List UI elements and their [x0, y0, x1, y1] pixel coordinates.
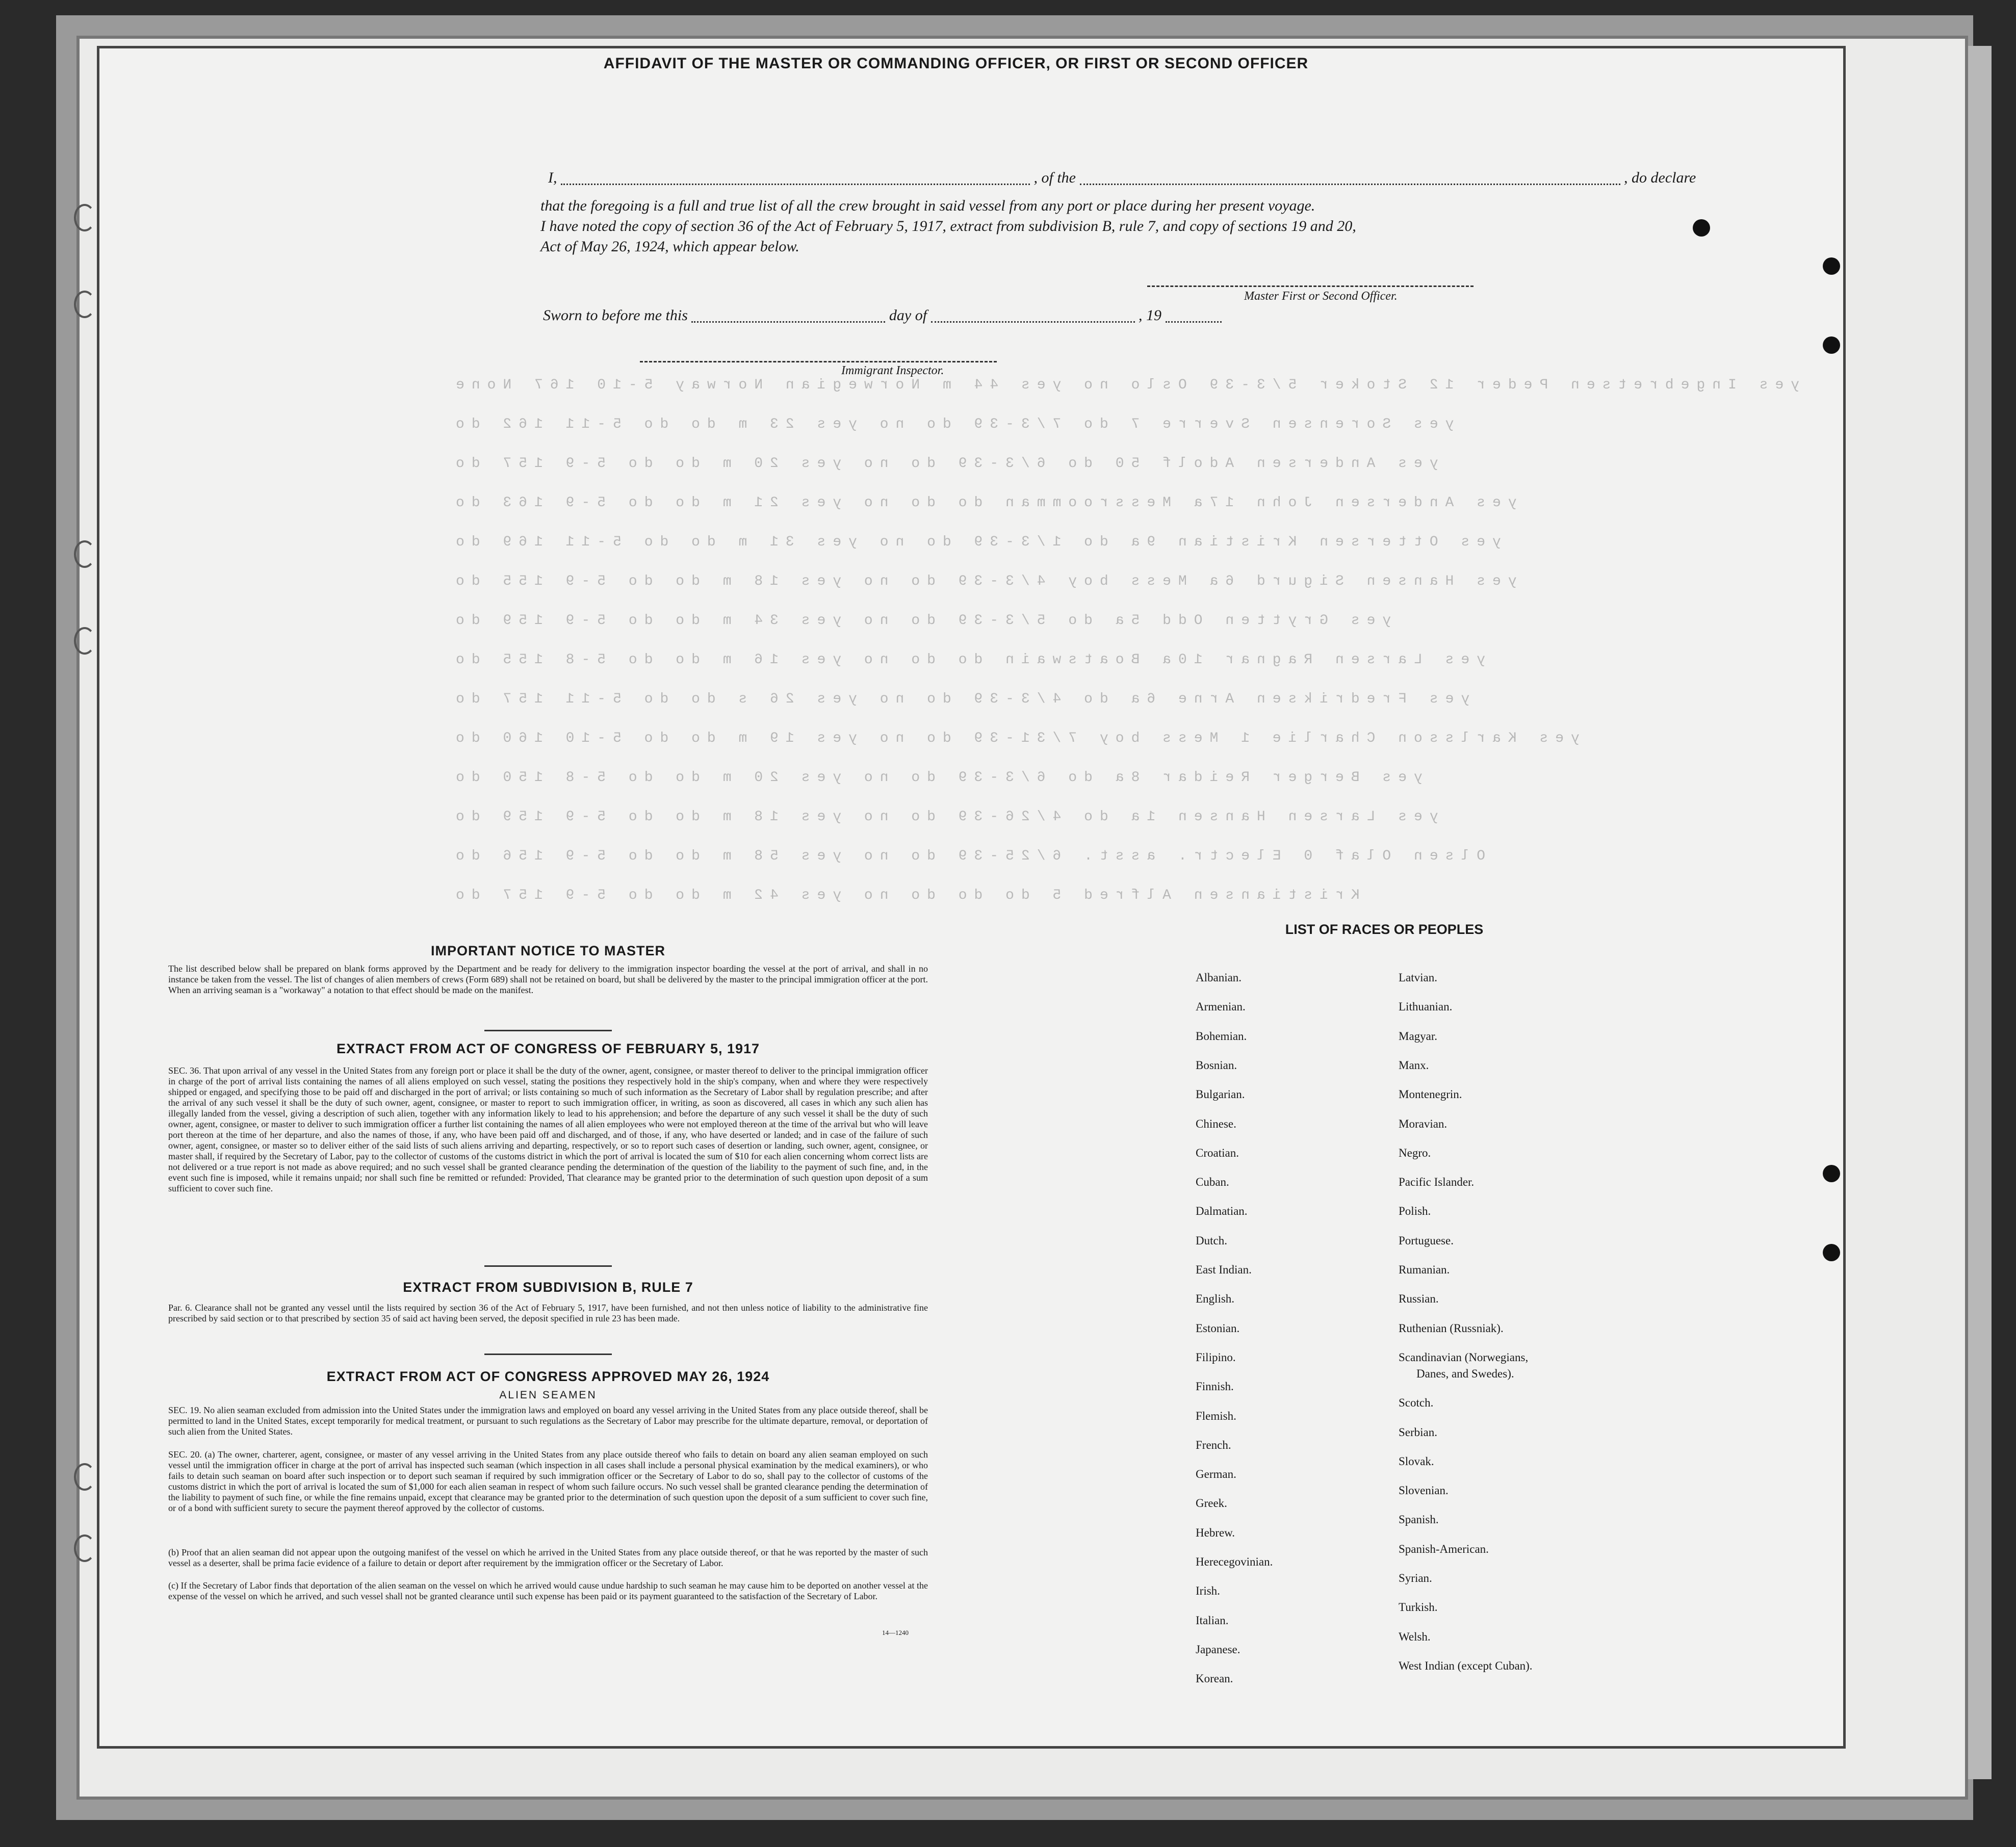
race-item: Scandinavian (Norwegians, [1399, 1350, 1529, 1364]
divider [484, 1030, 612, 1031]
divider [484, 1265, 612, 1267]
affidavit-of-the: , of the [1033, 169, 1076, 186]
extract-1917-body: SEC. 36. That upon arrival of any vessel in the United States from any foreign port or place it shall be the duty of the owner, agent, consignee, or master thereof to deliver to the principal immigration officer in charge of the port of arrival lists containing the names of all aliens employed on such vessel, stating the positions they respectively hold in the ship's company, when and where they were respectively shipped or engaged, and specifying those to be paid off and discharged in the port of arrival; or lists containing so much of such information as the Secretary of Labor shall by regulation prescribe; and after the arrival of any such vessel it shall be the duty of such owner, agent, consignee, or master to report to such immigration officer, in writing, as soon as discovered, all cases in which any such alien has illegally landed from the vessel, giving a description of such alien, together with any information likely to lead to his apprehension; and before the departure of any such vessel it shall be the duty of such owner, agent, consignee, or master to deliver to such immigration officer a further list containing the names of all alien employees who were not employed thereon at the time of the arrival but who will leave port thereon at the time of her departure, and also the names of those, if any, who have been paid off and discharged, and of those, if any, who have deserted or landed; and in case of the failure of such owner, agent, consignee, or master so to deliver either of the said lists of such aliens arriving and departing, respectively, or so to report such cases of desertion or landing, such owner, agent, consignee, or master shall, if required by the Secretary of Labor, pay to the collector of customs of the customs district in which the port of arrival is located the sum of $10 for each alien concerning whom correct lists are not delivered or a true report is not made as above required; and no such vessel shall be granted clearance pending the determination of the question of the liability to the payment of such fine, and, in the event such fine is imposed, while it remains unpaid; nor shall such fine be remitted or refunded: Provided, That clearance may be granted prior to the determination of such question upon deposit of a sum sufficient to cover such fine. [168, 1065, 928, 1193]
bleed-row: yes Ottersen Kristian 9a do 1/3-39 do no yes 31 m do do 5-11 169 do [449, 534, 1501, 550]
bleed-row: yes Andersen John 17a Messroomman do do no yes 21 m do do 5-9 163 do [449, 495, 1517, 511]
race-item: Bulgarian. [1196, 1088, 1245, 1101]
alien-seamen-subtitle: ALIEN SEAMEN [499, 1389, 597, 1401]
bleed-row: yes Larsen Ragnar 10a Boatswain do do no yes 16 m do do 5-8 155 do [449, 652, 1485, 668]
race-item: Korean. [1196, 1672, 1233, 1685]
extract-1917-title: EXTRACT FROM ACT OF CONGRESS OF FEBRUARY 5, 1917 [336, 1041, 760, 1056]
bleed-row: yes Ingebretsen Peder 12 Stoker 5/3-39 Oslo no yes 44 m Norwegian Norway 5-10 167 None [449, 377, 1800, 393]
sworn-line [543, 306, 1222, 325]
binder-hole-icon [1823, 257, 1840, 275]
races-title: LIST OF RACES OR PEOPLES [1285, 922, 1484, 937]
race-item: Herecegovinian. [1196, 1555, 1273, 1568]
binder-hole-icon [1823, 1165, 1840, 1182]
race-item: Croatian. [1196, 1146, 1239, 1159]
race-item: Latvian. [1399, 971, 1437, 984]
bleed-row: yes Andersen Adolf 50 do 6/3-39 do no yes 20 m do do 5-9 157 do [449, 456, 1438, 472]
bleed-row: Kristiansen Alfred 5 do do do no yes 42 m do do 5-9 157 do [449, 888, 1360, 903]
race-item: Welsh. [1399, 1630, 1431, 1643]
race-item: English. [1196, 1292, 1235, 1306]
race-item: French. [1196, 1438, 1231, 1451]
race-item: Pacific Islander. [1399, 1176, 1475, 1189]
affidavit-line-4: Act of May 26, 1924, which appear below. [540, 238, 799, 255]
race-item: Japanese. [1196, 1643, 1240, 1656]
sworn-day-field[interactable] [691, 311, 885, 323]
race-item: Dalmatian. [1196, 1205, 1248, 1218]
race-item: Ruthenian (Russniak). [1399, 1321, 1504, 1335]
divider [484, 1354, 612, 1355]
race-item: Manx. [1399, 1058, 1429, 1072]
ring-icon [74, 1534, 95, 1562]
race-item: Filipino. [1196, 1350, 1236, 1364]
race-item: Slovenian. [1399, 1484, 1449, 1497]
rule-7-title: EXTRACT FROM SUBDIVISION B, RULE 7 [403, 1280, 693, 1295]
race-item: Albanian. [1196, 971, 1242, 984]
sec-20b-body: (b) Proof that an alien seaman did not appear upon the outgoing manifest of the vessel on which he arrived in the United States from any place outside thereof, or that he was reported by the master of such vessel as a deserter, shall be prima facie evidence of a failure to detain or deport after requirement by the immigration officer or the Secretary of Labor. [168, 1547, 928, 1568]
day-of-label: day of [889, 307, 927, 324]
race-item: Danes, and Swedes). [1416, 1367, 1514, 1380]
race-item: Serbian. [1399, 1425, 1438, 1439]
ring-icon [74, 627, 95, 655]
race-item: Greek. [1196, 1497, 1227, 1510]
affidavit-line-3: I have noted the copy of section 36 of the Act of February 5, 1917, extract from subdivision B, rule 7, and copy of sections 19 and 20, [540, 218, 1356, 235]
race-item: Scotch. [1399, 1396, 1434, 1410]
race-item: Estonian. [1196, 1321, 1240, 1335]
sec-20c-body: (c) If the Secretary of Labor finds that deportation of the alien seaman on the vessel on which he arrived would cause undue hardship to such seaman he may cause him to be deported on another vessel at the expense of the vessel on which he arrived, and such vessel shall not be granted clearance until such expense has been paid or its payment guaranteed to the satisfaction of the Secretary of Labor. [168, 1580, 928, 1601]
form-number: 14—1240 [882, 1629, 909, 1636]
race-item: Lithuanian. [1399, 1000, 1453, 1013]
bleed-row: yes Sorensen Sverre 7 do 7/3-39 do no yes 23 m do do 5-11 162 do [449, 417, 1454, 432]
bleed-row: yes Berger Reidar 8a do 6/3-39 do no yes 20 m do do 5-8 150 do [449, 770, 1423, 786]
race-item: Hebrew. [1196, 1526, 1235, 1539]
sworn-year-field[interactable] [1166, 311, 1222, 323]
race-item: Finnish. [1196, 1380, 1234, 1393]
race-item: Russian. [1399, 1292, 1439, 1306]
race-item: Portuguese. [1399, 1234, 1454, 1247]
ring-icon [74, 540, 95, 568]
bleed-row: yes Fredriksen Arne 6a do 4/3-39 do no yes 26 s do do 5-11 157 do [449, 691, 1470, 707]
sec-20a-body: SEC. 20. (a) The owner, charterer, agent, consignee, or master of any vessel arriving in the United States from any place outside thereof who fails to detain on board any alien seaman employed on such vessel until the immigration officer in charge at the port of arrival has inspected such seaman (which inspection in all cases shall include a personal physical examination by the medical examiners), or who fails to detain such seaman on board after such inspection or to deport such seaman if required by such immigration officer or the Secretary of Labor to do so, shall pay to the collector of customs of the customs district in which the port of arrival is located the sum of $1,000 for each alien seaman in respect of whom such failure occurs. No such vessel shall be granted clearance pending the determination of the liability to payment of such fine, or while the fine remains unpaid, except that clearance may be granted prior to the determination of such question upon the deposit of a sum sufficient to cover such fine, or of a bond with sufficient surety to secure the payment thereof approved by the collector of customs. [168, 1449, 928, 1513]
race-item: Montenegrin. [1399, 1088, 1462, 1101]
race-item: Polish. [1399, 1205, 1431, 1218]
vessel-name-field[interactable] [1080, 173, 1620, 185]
race-item: East Indian. [1196, 1263, 1252, 1276]
binder-hole-icon [1693, 219, 1710, 237]
race-item: Negro. [1399, 1146, 1431, 1159]
race-item: Spanish-American. [1399, 1542, 1489, 1555]
affidavit-line-2: that the foregoing is a full and true list of all the crew brought in said vessel from any port or place during her present voyage. [540, 197, 1315, 214]
affidavit-declare: , do declare [1624, 169, 1696, 186]
master-caption: Master First or Second Officer. [1244, 290, 1398, 303]
notice-body: The list described below shall be prepared on blank forms approved by the Department and be ready for delivery to the immigration inspector boarding the vessel at the port of arrival, and shall in no instance be taken from the vessel. The list of changes of alien members of crews (Form 689) shall not be retained on board, but shall be delivered by the master to the principal immigration officer at the port. When an arriving seaman is a "workaway" a notation to that effect should be made on the manifest. [168, 964, 928, 995]
bleed-through-table [449, 377, 1927, 938]
ring-icon [74, 1463, 95, 1491]
race-item: Dutch. [1196, 1234, 1227, 1247]
race-item: Rumanian. [1399, 1263, 1450, 1276]
inspector-signature-line[interactable] [640, 361, 997, 362]
affidavit-line-1 [548, 168, 1696, 188]
rule-7-body: Par. 6. Clearance shall not be granted any vessel until the lists required by section 36 of the Act of February 5, 1917, have been furnished, and not then unless notice of liability to the administrative fine prescribed by said section or to that prescribed by section 35 of said act having been served, the deposit specified in rule 23 has been made. [168, 1303, 928, 1323]
binder-hole-icon [1823, 1244, 1840, 1261]
bleed-row: yes Grytten Odd 5a do 5/3-39 do no yes 34 m do do 5-9 159 do [449, 613, 1391, 629]
binder-hole-icon [1823, 336, 1840, 354]
bleed-row: yes Karlsson Charlie 1 Mess boy 7/31-39 do no yes 19 m do do 5-10 160 do [449, 731, 1580, 746]
race-item: Armenian. [1196, 1000, 1246, 1013]
bleed-row: yes Hansen Sigurd 6a Mess boy 4/3-39 do no yes 18 m do do 5-9 155 do [449, 574, 1517, 589]
race-item: Spanish. [1399, 1513, 1439, 1526]
race-item: Flemish. [1196, 1409, 1236, 1422]
bleed-row: Olsen Olaf 0 Electr. asst. 6/25-39 do no yes 58 m do do 5-9 156 do [449, 848, 1485, 864]
sworn-label: Sworn to before me this [543, 307, 688, 324]
master-name-field[interactable] [561, 173, 1030, 185]
ring-icon [74, 291, 95, 318]
race-item: German. [1196, 1468, 1236, 1481]
race-item: Moravian. [1399, 1117, 1448, 1130]
race-item: Chinese. [1196, 1117, 1236, 1130]
sec-19-body: SEC. 19. No alien seaman excluded from admission into the United States under the immigration laws and employed on board any vessel arriving in the United States from any place outside thereof, shall be permitted to land in the United States, except temporarily for medical treatment, or pursuant to such regulations as the Secretary of Labor may prescribe for the ultimate departure, removal, or deportation of such alien from the United States. [168, 1405, 928, 1437]
race-item: Bosnian. [1196, 1058, 1237, 1072]
race-item: Cuban. [1196, 1176, 1229, 1189]
master-signature-line[interactable] [1147, 285, 1474, 287]
race-item: Bohemian. [1196, 1029, 1247, 1043]
race-item: Slovak. [1399, 1454, 1434, 1468]
sworn-month-field[interactable] [931, 311, 1135, 323]
race-item: Magyar. [1399, 1029, 1438, 1043]
race-item: Syrian. [1399, 1572, 1432, 1584]
affidavit-i: I, [548, 169, 557, 186]
race-item: West Indian (except Cuban). [1399, 1659, 1533, 1672]
race-item: Turkish. [1399, 1601, 1438, 1614]
race-item: Irish. [1196, 1584, 1220, 1598]
race-item: Italian. [1196, 1614, 1229, 1627]
ring-icon [74, 204, 95, 231]
bleed-row: yes Larsen Hansen 1a do 4/26-39 do no yes 18 m do do 5-9 159 do [449, 809, 1438, 825]
notice-title: IMPORTANT NOTICE TO MASTER [431, 943, 665, 958]
year-label: , 19 [1139, 307, 1162, 324]
inspector-caption: Immigrant Inspector. [841, 364, 944, 377]
affidavit-title: AFFIDAVIT OF THE MASTER OR COMMANDING OFFICER, OR FIRST OR SECOND OFFICER [603, 55, 1309, 72]
extract-1924-title: EXTRACT FROM ACT OF CONGRESS APPROVED MAY 26, 1924 [326, 1369, 770, 1384]
